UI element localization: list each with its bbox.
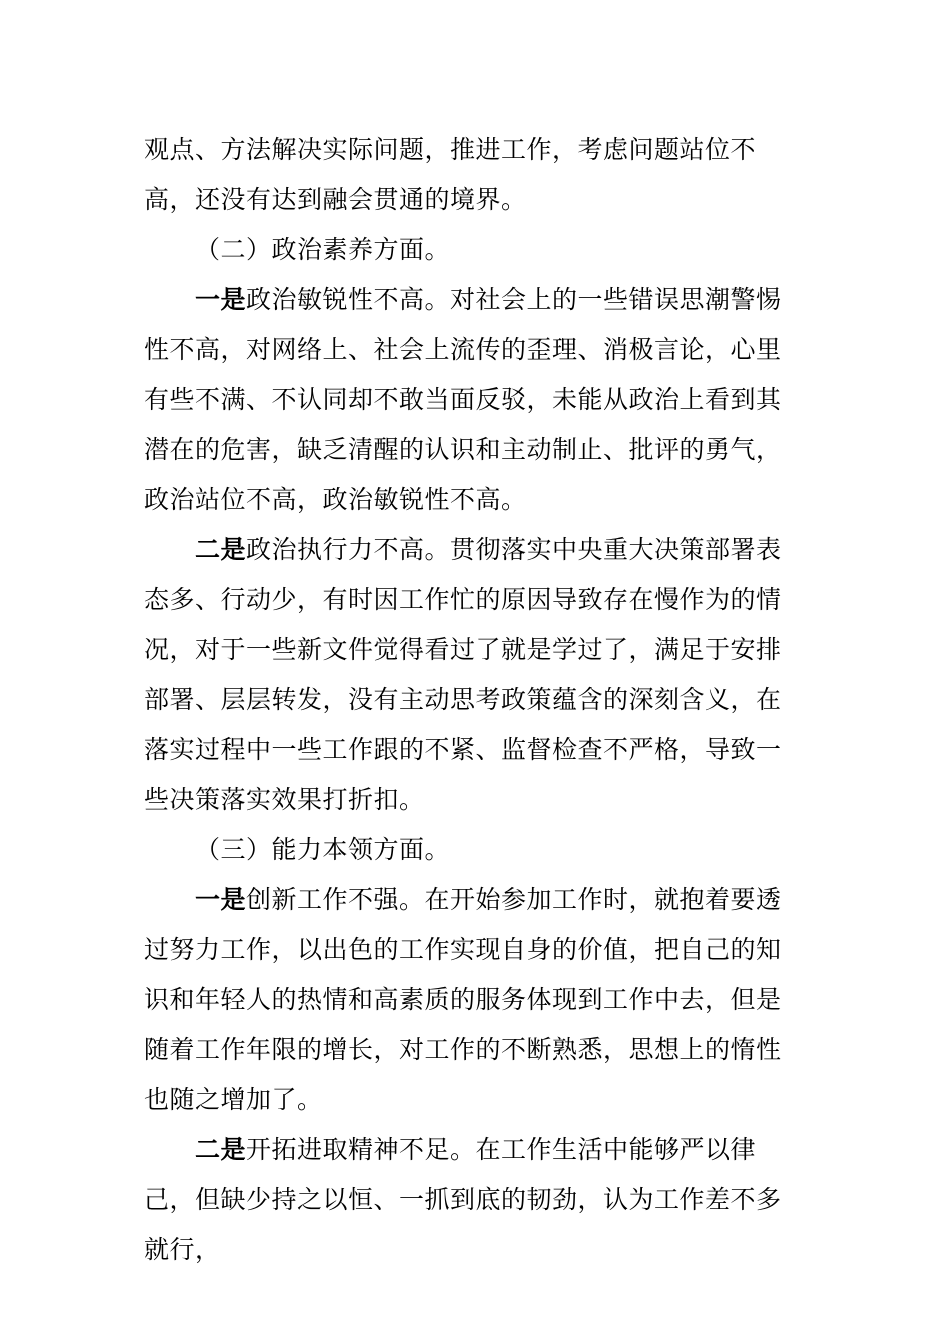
paragraph-lead: 二是 [195, 1135, 247, 1164]
section-heading-political-literacy: （二）政治素养方面。 [195, 235, 451, 264]
paragraph-lead: 一是 [195, 285, 247, 314]
paragraph-enterprising-spirit [144, 1125, 794, 1275]
paragraph-text: 创新工作不强。在开始参加工作时，就抱着要透过努力工作，以出色的工作实现自身的价值，把自己的知识和年轻人的热情和高素质的服务体现到工作中去，但是随着工作年限的增长，对工作的不断熟悉，思想上的惰性也随之增加了。 [144, 885, 782, 1114]
paragraph-political-sensitivity [144, 275, 794, 525]
section-heading-ability: （三）能力本领方面。 [195, 835, 451, 864]
paragraph-text: 政治敏锐性不高。对社会上的一些错误思潮警惕性不高，对网络上、社会上流传的歪理、消极言论，心里有些不满、不认同却不敢当面反驳，未能从政治上看到其潜在的危害，缺乏清醒的认识和主动制止、批评的勇气，政治站位不高，政治敏锐性不高。 [144, 285, 782, 514]
paragraph-continuation: 观点、方法解决实际问题，推进工作，考虑问题站位不高，还没有达到融会贯通的境界。 [144, 135, 757, 214]
document-body [144, 125, 794, 1275]
paragraph-lead: 一是 [195, 885, 247, 914]
paragraph-innovation [144, 875, 794, 1125]
paragraph-text: 开拓进取精神不足。在工作生活中能够严以律己，但缺少持之以恒、一抓到底的韧劲，认为工作差不多就行， [144, 1135, 782, 1264]
paragraph-text: 政治执行力不高。贯彻落实中央重大决策部署表态多、行动少，有时因工作忙的原因导致存在慢作为的情况，对于一些新文件觉得看过了就是学过了，满足于安排部署、层层转发，没有主动思考政策蕴含的深刻含义，在落实过程中一些工作跟的不紧、监督检查不严格，导致一些决策落实效果打折扣。 [144, 535, 782, 814]
paragraph-lead: 二是 [195, 535, 247, 564]
paragraph-political-execution [144, 525, 794, 825]
